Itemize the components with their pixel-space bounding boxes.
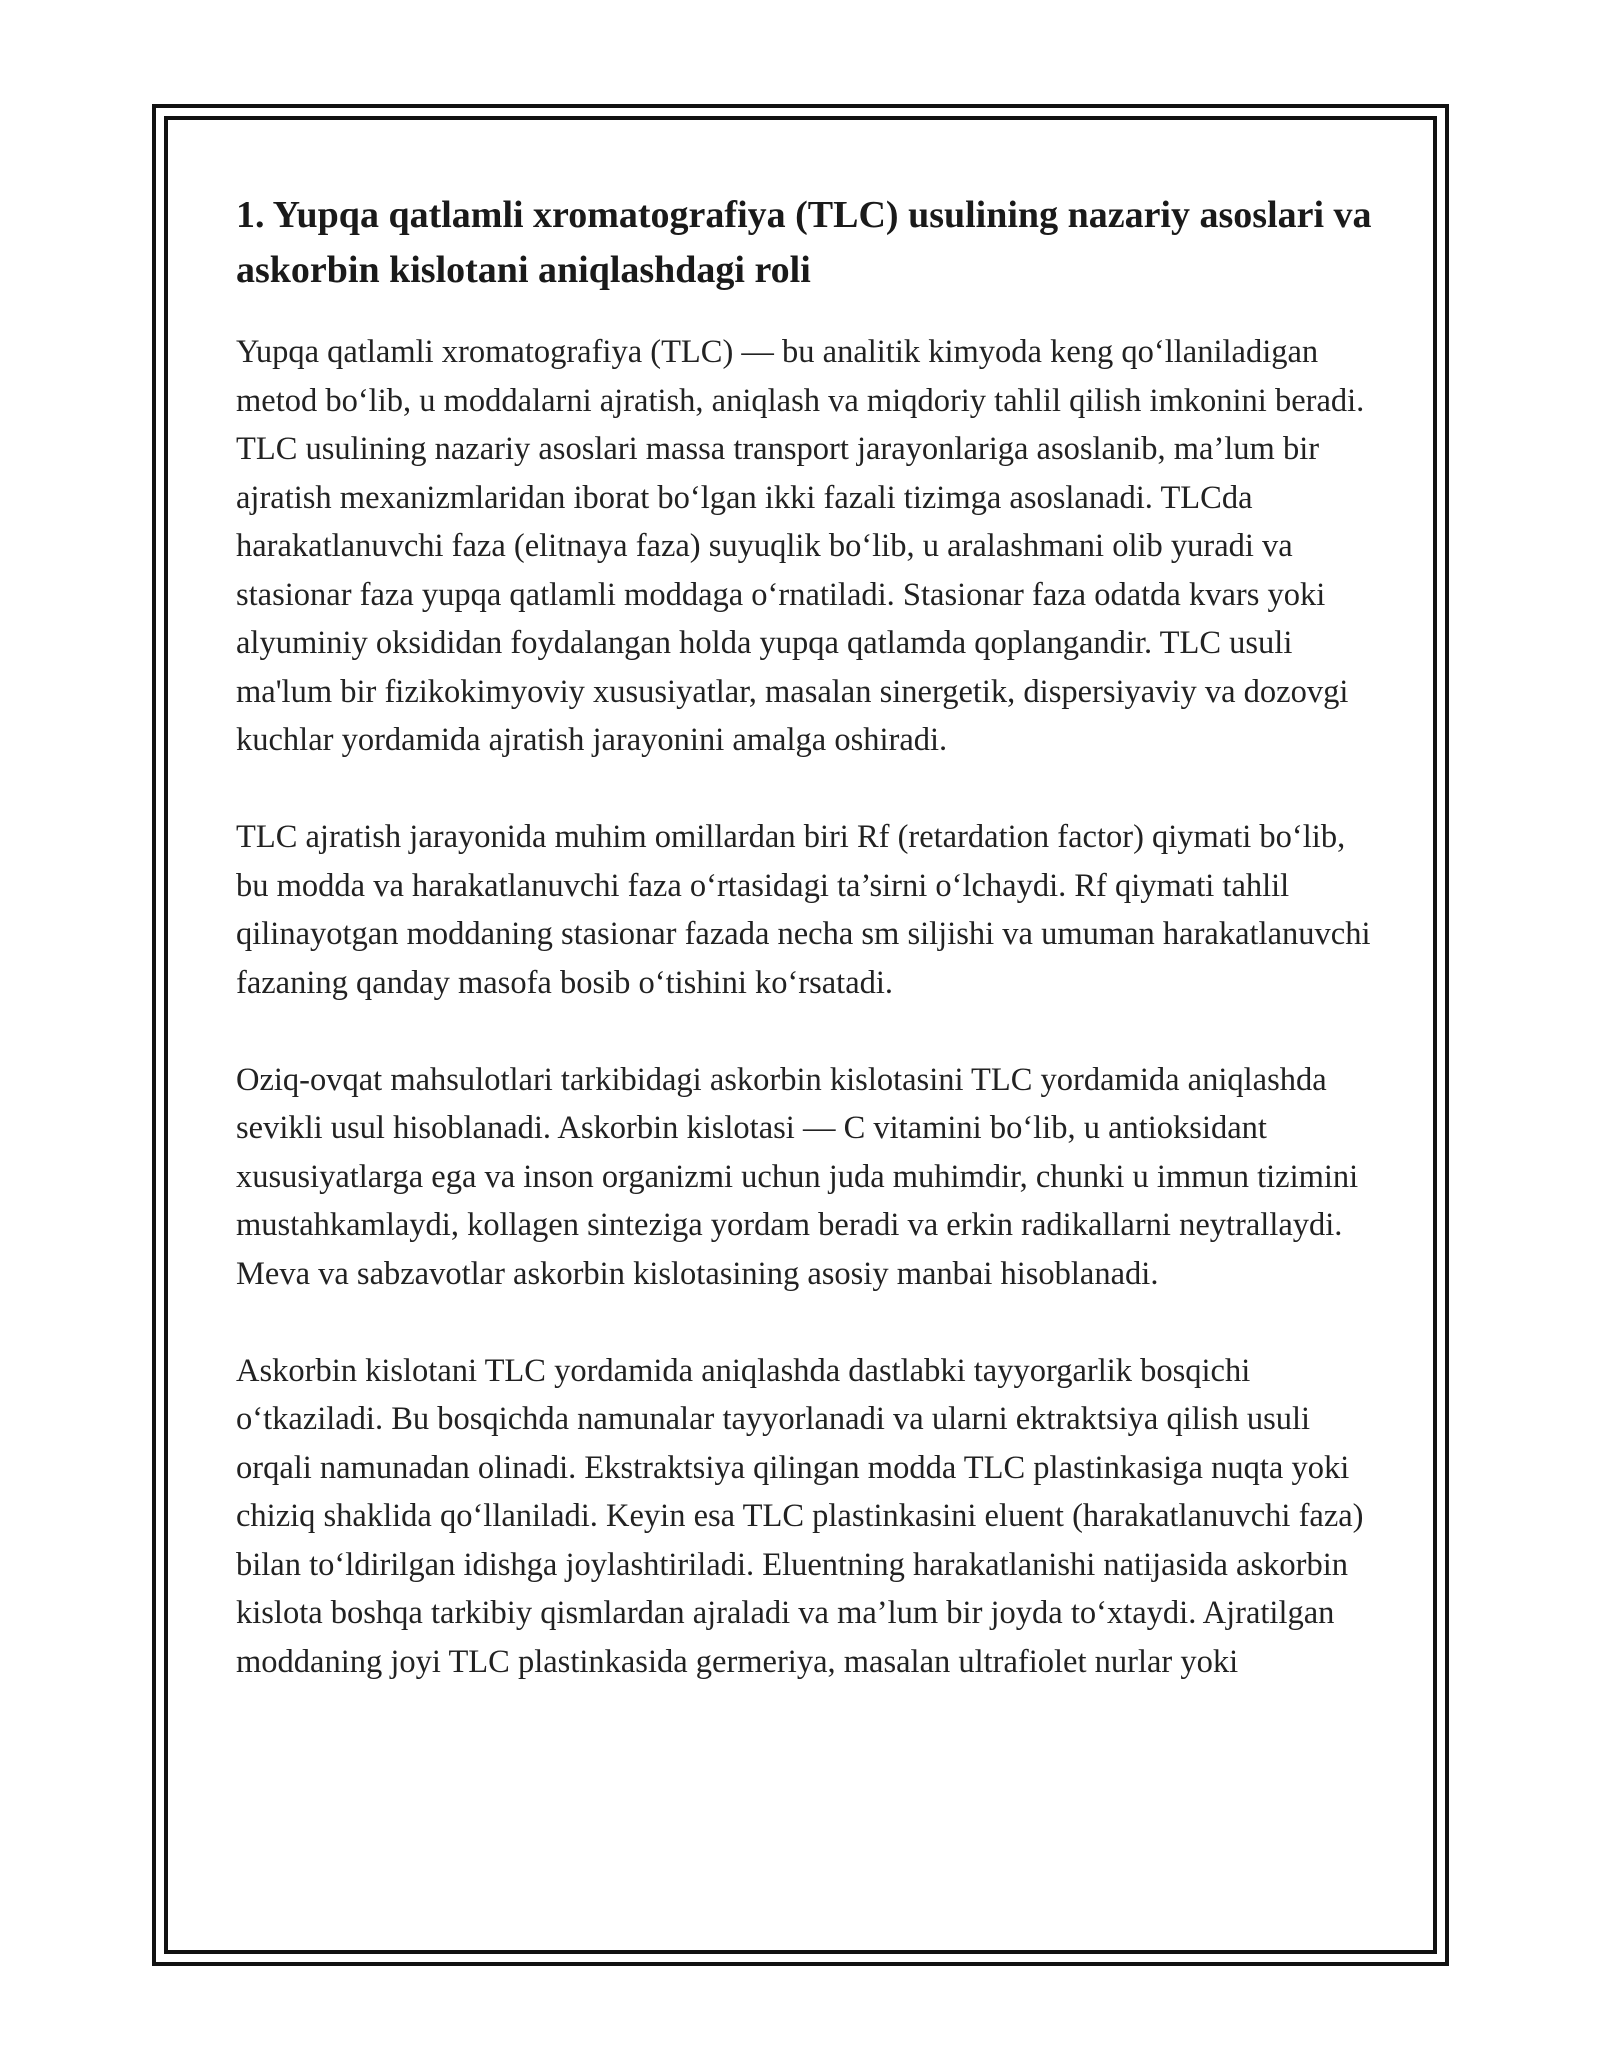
paragraph-tlc-theory: Yupqa qatlamli xromatografiya (TLC) — bu analitik kimyoda keng qo‘llaniladigan metod bo‘lib, u moddalarni ajratish, aniqlash va miqdoriy tahlil qilish imkonini beradi. TLC usulining nazariy asoslari massa transport jarayonlariga asoslanib, ma’lum bir ajratish mexanizmlaridan iborat bo‘lgan ikki fazali tizimga asoslanadi. TLCda harakatlanuvchi faza (elitnaya faza) suyuqlik bo‘lib, u aralashmani olib yuradi va stasionar faza yupqa qatlamli moddaga o‘rnatiladi. Stasionar faza odatda kvars yoki alyuminiy oksididan foydalangan holda yupqa qatlamda qoplangandir. TLC usuli ma'lum bir fizikokimyoviy xususiyatlar, masalan sinergetik, dispersiyaviy va dozovgi kuchlar yordamida ajratish jarayonini amalga oshiradi. bbox=[236, 334, 1365, 758]
document-body bbox=[236, 188, 1376, 1735]
paragraph-rf-value: TLC ajratish jarayonida muhim omillardan biri Rf (retardation factor) qiymati bo‘lib, bu modda va harakatlanuvchi faza o‘rtasidagi ta’sirni o‘lchaydi. Rf qiymati tahlil qilinayotgan moddaning stasionar fazada necha sm siljishi va umuman harakatlanuvchi fazaning qanday masofa bosib o‘tishini ko‘rsatadi. bbox=[236, 819, 1371, 1001]
section-heading: 1. Yupqa qatlamli xromatografiya (TLC) usulining nazariy asoslari va askorbin kislotani aniqlashdagi roli bbox=[236, 194, 1372, 291]
paragraph-tlc-procedure: Askorbin kislotani TLC yordamida aniqlashda dastlabki tayyorgarlik bosqichi o‘tkaziladi. Bu bosqichda namunalar tayyorlanadi va ularni ektraktsiya qilish usuli orqali namunadan olinadi. Ekstraktsiya qilingan modda TLC plastinkasiga nuqta yoki chiziq shaklida qo‘llaniladi. Keyin esa TLC plastinkasini eluent (harakatlanuvchi faza) bilan to‘ldirilgan idishga joylashtiriladi. Eluentning harakatlanishi natijasida askorbin kislota boshqa tarkibiy qismlardan ajraladi va ma’lum bir joyda to‘xtaydi. Ajratilgan moddaning joyi TLC plastinkasida germeriya, masalan ultrafiolet nurlar yoki bbox=[236, 1352, 1364, 1680]
paragraph-ascorbic-acid: Oziq-ovqat mahsulotlari tarkibidagi askorbin kislotasini TLC yordamida aniqlashda sevikli usul hisoblanadi. Askorbin kislotasi — C vitamini bo‘lib, u antioksidant xususiyatlarga ega va inson organizmi uchun juda muhimdir, chunki u immun tizimini mustahkamlaydi, kollagen sinteziga yordam beradi va erkin radikallarni neytrallaydi. Meva va sabzavotlar askorbin kislotasining asosiy manbai hisoblanadi. bbox=[236, 1061, 1359, 1292]
